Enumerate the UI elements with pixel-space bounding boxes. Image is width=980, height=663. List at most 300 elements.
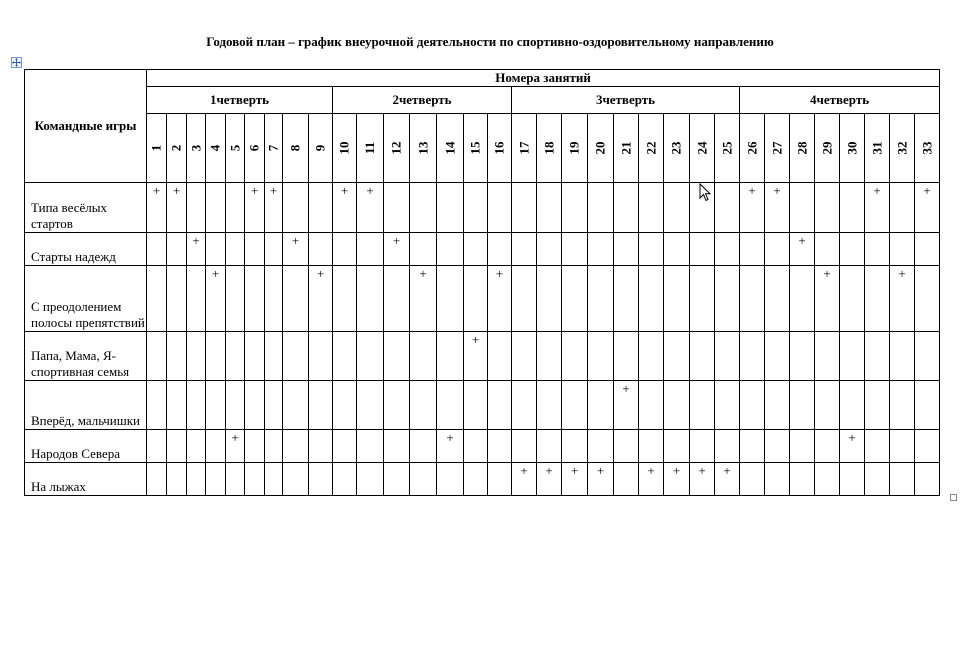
schedule-cell[interactable] — [167, 233, 187, 266]
schedule-cell[interactable] — [614, 430, 639, 463]
schedule-cell[interactable] — [283, 430, 309, 463]
plus-mark[interactable]: + — [690, 463, 715, 496]
plus-mark[interactable]: + — [639, 463, 664, 496]
plus-mark[interactable]: + — [167, 183, 187, 233]
schedule-cell[interactable] — [384, 381, 410, 430]
schedule-cell[interactable] — [357, 266, 384, 332]
plus-mark[interactable]: + — [488, 266, 512, 332]
schedule-cell[interactable] — [245, 463, 265, 496]
schedule-cell[interactable] — [915, 266, 940, 332]
lesson-number-label: 20 — [592, 141, 608, 155]
schedule-cell[interactable] — [790, 183, 815, 233]
game-row — [25, 183, 940, 233]
games-column-header: Командные игры — [25, 70, 147, 183]
quarter-header-1: 1четверть — [147, 87, 333, 114]
lesson-number-8 — [283, 114, 309, 183]
schedule-cell[interactable] — [488, 332, 512, 381]
schedule-cell[interactable] — [614, 332, 639, 381]
schedule-cell[interactable] — [265, 266, 283, 332]
plus-mark[interactable]: + — [384, 233, 410, 266]
schedule-cell[interactable] — [915, 381, 940, 430]
lesson-number-19 — [562, 114, 588, 183]
schedule-cell[interactable] — [283, 332, 309, 381]
schedule-cell[interactable] — [309, 233, 333, 266]
schedule-cell[interactable] — [410, 463, 437, 496]
lesson-number-label: 27 — [769, 141, 784, 155]
schedule-cell[interactable] — [147, 266, 167, 332]
lesson-number-label: 15 — [467, 141, 483, 155]
plus-mark[interactable]: + — [265, 183, 283, 233]
schedule-cell[interactable] — [588, 183, 614, 233]
schedule-cell[interactable] — [690, 266, 715, 332]
schedule-cell[interactable] — [890, 430, 915, 463]
lesson-number-22 — [639, 114, 664, 183]
schedule-cell[interactable] — [840, 381, 865, 430]
schedule-cell[interactable] — [226, 266, 245, 332]
schedule-cell[interactable] — [167, 266, 187, 332]
plus-mark[interactable]: + — [588, 463, 614, 496]
schedule-cell[interactable] — [384, 430, 410, 463]
schedule-cell[interactable] — [512, 233, 537, 266]
schedule-cell[interactable] — [283, 463, 309, 496]
schedule-cell[interactable] — [309, 430, 333, 463]
plus-mark[interactable]: + — [740, 183, 765, 233]
lesson-number-label: 19 — [566, 141, 582, 155]
schedule-cell[interactable] — [815, 183, 840, 233]
schedule-cell[interactable] — [740, 332, 765, 381]
schedule-cell[interactable] — [840, 332, 865, 381]
schedule-cell[interactable] — [410, 430, 437, 463]
lesson-number-3 — [187, 114, 206, 183]
schedule-cell[interactable] — [167, 430, 187, 463]
lesson-numbers-header: Номера занятий — [147, 70, 940, 87]
quarters-header-row — [25, 87, 940, 114]
schedule-cell[interactable] — [226, 233, 245, 266]
lesson-number-9 — [309, 114, 333, 183]
schedule-cell[interactable] — [537, 266, 562, 332]
schedule-cell[interactable] — [865, 266, 890, 332]
lesson-number-27 — [765, 114, 790, 183]
schedule-cell[interactable] — [614, 233, 639, 266]
schedule-cell[interactable] — [790, 430, 815, 463]
schedule-cell[interactable] — [167, 463, 187, 496]
lesson-number-26 — [740, 114, 765, 183]
game-row — [25, 233, 940, 266]
lesson-number-label: 2 — [168, 144, 184, 152]
schedule-cell[interactable] — [765, 233, 790, 266]
schedule-cell[interactable] — [309, 183, 333, 233]
schedule-cell[interactable] — [765, 381, 790, 430]
schedule-cell[interactable] — [167, 332, 187, 381]
schedule-cell[interactable] — [147, 381, 167, 430]
lesson-number-32 — [890, 114, 915, 183]
schedule-cell[interactable] — [206, 233, 226, 266]
schedule-cell[interactable] — [147, 233, 167, 266]
schedule-cell[interactable] — [464, 463, 488, 496]
lesson-number-label: 7 — [265, 144, 281, 152]
schedule-cell[interactable] — [464, 266, 488, 332]
schedule-cell[interactable] — [865, 430, 890, 463]
schedule-cell[interactable] — [357, 463, 384, 496]
schedule-cell[interactable] — [639, 430, 664, 463]
schedule-cell[interactable] — [840, 266, 865, 332]
schedule-cell[interactable] — [865, 233, 890, 266]
schedule-cell[interactable] — [437, 463, 464, 496]
lesson-number-label: 12 — [388, 141, 404, 155]
schedule-cell[interactable] — [206, 381, 226, 430]
plus-mark[interactable]: + — [537, 463, 562, 496]
schedule-cell[interactable] — [187, 266, 206, 332]
schedule-cell[interactable] — [690, 332, 715, 381]
game-row — [25, 332, 940, 381]
lesson-number-label: 30 — [844, 141, 859, 155]
lesson-number-label: 25 — [719, 141, 734, 155]
plus-mark[interactable]: + — [664, 463, 690, 496]
schedule-cell[interactable] — [265, 233, 283, 266]
schedule-cell[interactable] — [537, 183, 562, 233]
schedule-cell[interactable] — [265, 430, 283, 463]
plus-mark[interactable]: + — [715, 463, 740, 496]
schedule-cell[interactable] — [915, 332, 940, 381]
game-name[interactable]: Папа, Мама, Я- спортивная семья — [25, 332, 147, 381]
lesson-number-label: 11 — [361, 141, 377, 155]
schedule-cell[interactable] — [187, 183, 206, 233]
lesson-number-label: 21 — [618, 141, 633, 155]
schedule-cell[interactable] — [664, 266, 690, 332]
lesson-number-label: 31 — [869, 141, 884, 155]
schedule-cell[interactable] — [488, 381, 512, 430]
plus-mark[interactable]: + — [226, 430, 245, 463]
schedule-cell[interactable] — [283, 183, 309, 233]
game-row — [25, 381, 940, 430]
schedule-cell[interactable] — [333, 233, 357, 266]
lesson-number-label: 22 — [643, 141, 658, 155]
plus-mark[interactable]: + — [309, 266, 333, 332]
plus-mark[interactable]: + — [815, 266, 840, 332]
schedule-cell[interactable] — [333, 266, 357, 332]
schedule-cell[interactable] — [245, 332, 265, 381]
schedule-cell[interactable] — [537, 381, 562, 430]
schedule-cell[interactable] — [283, 266, 309, 332]
lesson-number-7 — [265, 114, 283, 183]
schedule-cell[interactable] — [245, 233, 265, 266]
schedule-cell[interactable] — [815, 381, 840, 430]
schedule-cell[interactable] — [206, 332, 226, 381]
plus-mark[interactable]: + — [464, 332, 488, 381]
plus-mark[interactable]: + — [333, 183, 357, 233]
schedule-cell[interactable] — [740, 463, 765, 496]
schedule-cell[interactable] — [664, 233, 690, 266]
schedule-cell[interactable] — [265, 381, 283, 430]
lesson-number-5 — [226, 114, 245, 183]
schedule-cell[interactable] — [915, 463, 940, 496]
schedule-cell[interactable] — [226, 332, 245, 381]
plus-mark[interactable]: + — [512, 463, 537, 496]
lesson-number-13 — [410, 114, 437, 183]
lesson-number-15 — [464, 114, 488, 183]
lesson-number-12 — [384, 114, 410, 183]
schedule-cell[interactable] — [512, 266, 537, 332]
schedule-cell[interactable] — [890, 332, 915, 381]
schedule-cell[interactable] — [333, 463, 357, 496]
schedule-cell[interactable] — [437, 233, 464, 266]
schedule-cell[interactable] — [226, 463, 245, 496]
schedule-cell[interactable] — [715, 332, 740, 381]
schedule-cell[interactable] — [690, 430, 715, 463]
schedule-cell[interactable] — [639, 381, 664, 430]
lesson-number-18 — [537, 114, 562, 183]
schedule-cell[interactable] — [740, 381, 765, 430]
schedule-cell[interactable] — [614, 183, 639, 233]
schedule-cell[interactable] — [488, 463, 512, 496]
schedule-cell[interactable] — [639, 266, 664, 332]
lesson-number-label: 24 — [694, 141, 709, 155]
plus-mark[interactable]: + — [915, 183, 940, 233]
schedule-cell[interactable] — [187, 463, 206, 496]
document-title: Годовой план – график внеурочной деятельности по спортивно-оздоровительному направлению — [206, 34, 774, 49]
schedule-cell[interactable] — [715, 183, 740, 233]
schedule-cell[interactable] — [488, 233, 512, 266]
schedule-cell[interactable] — [265, 463, 283, 496]
schedule-cell[interactable] — [562, 430, 588, 463]
schedule-cell[interactable] — [187, 381, 206, 430]
plus-mark[interactable]: + — [437, 430, 464, 463]
plus-mark[interactable]: + — [790, 233, 815, 266]
schedule-cell[interactable] — [865, 332, 890, 381]
lesson-number-25 — [715, 114, 740, 183]
schedule-cell[interactable] — [639, 233, 664, 266]
schedule-cell[interactable] — [562, 183, 588, 233]
game-name[interactable]: На лыжах — [25, 463, 147, 496]
schedule-cell[interactable] — [614, 266, 639, 332]
schedule-cell[interactable] — [357, 233, 384, 266]
lesson-numbers-row — [25, 114, 940, 183]
schedule-cell[interactable] — [187, 430, 206, 463]
mouse-pointer-icon — [699, 183, 712, 202]
schedule-cell[interactable] — [206, 183, 226, 233]
plus-mark[interactable]: + — [357, 183, 384, 233]
schedule-cell[interactable] — [226, 183, 245, 233]
quarter-header-3: 3четверть — [512, 87, 740, 114]
schedule-cell[interactable] — [147, 430, 167, 463]
schedule-cell[interactable] — [437, 183, 464, 233]
schedule-cell[interactable] — [384, 183, 410, 233]
game-name[interactable]: Вперёд, мальчишки — [25, 381, 147, 430]
schedule-cell[interactable] — [915, 233, 940, 266]
lesson-number-label: 14 — [442, 141, 457, 155]
game-row — [25, 430, 940, 463]
game-name[interactable]: С преодолением полосы препятствий — [25, 266, 147, 332]
schedule-cell[interactable] — [283, 381, 309, 430]
schedule-cell[interactable] — [690, 381, 715, 430]
plus-mark[interactable]: + — [840, 430, 865, 463]
schedule-cell[interactable] — [588, 381, 614, 430]
schedule-cell[interactable] — [537, 332, 562, 381]
schedule-cell[interactable] — [562, 381, 588, 430]
schedule-cell[interactable] — [410, 233, 437, 266]
schedule-cell[interactable] — [357, 381, 384, 430]
schedule-cell[interactable] — [562, 233, 588, 266]
schedule-cell[interactable] — [840, 233, 865, 266]
schedule-cell[interactable] — [865, 463, 890, 496]
schedule-cell[interactable] — [765, 430, 790, 463]
schedule-cell[interactable] — [588, 233, 614, 266]
schedule-cell[interactable] — [437, 266, 464, 332]
schedule-cell[interactable] — [147, 463, 167, 496]
schedule-cell[interactable] — [512, 381, 537, 430]
plus-mark[interactable]: + — [147, 183, 167, 233]
lesson-number-2 — [167, 114, 187, 183]
quarter-header-4: 4четверть — [740, 87, 940, 114]
schedule-cell[interactable] — [715, 381, 740, 430]
schedule-cell[interactable] — [588, 266, 614, 332]
schedule-cell[interactable] — [245, 381, 265, 430]
lesson-number-20 — [588, 114, 614, 183]
lesson-number-17 — [512, 114, 537, 183]
schedule-cell[interactable] — [167, 381, 187, 430]
schedule-cell[interactable] — [537, 430, 562, 463]
schedule-cell[interactable] — [309, 332, 333, 381]
schedule-cell[interactable] — [464, 430, 488, 463]
schedule-cell[interactable] — [614, 463, 639, 496]
schedule-cell[interactable] — [384, 266, 410, 332]
schedule-cell[interactable] — [690, 233, 715, 266]
schedule-cell[interactable] — [537, 233, 562, 266]
schedule-cell[interactable] — [410, 183, 437, 233]
plus-mark[interactable]: + — [187, 233, 206, 266]
lesson-number-label: 8 — [287, 144, 303, 152]
schedule-cell[interactable] — [206, 463, 226, 496]
schedule-cell[interactable] — [333, 430, 357, 463]
schedule-cell[interactable] — [357, 430, 384, 463]
schedule-cell[interactable] — [865, 381, 890, 430]
schedule-cell[interactable] — [309, 381, 333, 430]
schedule-cell[interactable] — [464, 381, 488, 430]
schedule-cell[interactable] — [464, 233, 488, 266]
schedule-cell[interactable] — [815, 332, 840, 381]
plus-mark[interactable]: + — [283, 233, 309, 266]
schedule-cell[interactable] — [740, 430, 765, 463]
schedule-cell[interactable] — [147, 332, 167, 381]
lesson-number-1 — [147, 114, 167, 183]
schedule-cell[interactable] — [840, 463, 865, 496]
schedule-cell[interactable] — [488, 183, 512, 233]
schedule-cell[interactable] — [915, 430, 940, 463]
game-name[interactable]: Типа весёлых стартов — [25, 183, 147, 233]
schedule-cell[interactable] — [410, 332, 437, 381]
lesson-number-33 — [915, 114, 940, 183]
plus-mark[interactable]: + — [410, 266, 437, 332]
schedule-cell[interactable] — [815, 430, 840, 463]
schedule-cell[interactable] — [715, 233, 740, 266]
schedule-cell[interactable] — [815, 233, 840, 266]
schedule-cell[interactable] — [357, 332, 384, 381]
schedule-cell[interactable] — [790, 332, 815, 381]
schedule-cell[interactable] — [464, 183, 488, 233]
schedule-cell[interactable] — [715, 430, 740, 463]
lesson-number-label: 17 — [516, 141, 531, 155]
schedule-cell[interactable] — [384, 332, 410, 381]
lesson-number-label: 10 — [336, 141, 352, 155]
schedule-cell[interactable] — [512, 183, 537, 233]
schedule-cell[interactable] — [815, 463, 840, 496]
schedule-cell[interactable] — [890, 381, 915, 430]
schedule-cell[interactable] — [245, 266, 265, 332]
schedule-cell[interactable] — [206, 430, 226, 463]
schedule-cell[interactable] — [740, 266, 765, 332]
schedule-cell[interactable] — [437, 381, 464, 430]
schedule-cell[interactable] — [664, 381, 690, 430]
schedule-cell[interactable] — [664, 183, 690, 233]
schedule-cell[interactable] — [840, 183, 865, 233]
lesson-number-label: 26 — [744, 141, 759, 155]
lesson-number-label: 32 — [894, 141, 909, 155]
schedule-cell[interactable] — [333, 381, 357, 430]
plus-mark[interactable]: + — [865, 183, 890, 233]
schedule-cell[interactable] — [488, 430, 512, 463]
schedule-cell[interactable] — [562, 332, 588, 381]
lesson-number-label: 9 — [312, 144, 328, 152]
plus-mark[interactable]: + — [562, 463, 588, 496]
schedule-cell[interactable] — [790, 381, 815, 430]
schedule-cell[interactable] — [790, 266, 815, 332]
game-name[interactable]: Народов Севера — [25, 430, 147, 463]
schedule-cell[interactable] — [588, 332, 614, 381]
schedule-cell[interactable] — [740, 233, 765, 266]
schedule-cell[interactable] — [664, 430, 690, 463]
schedule-cell[interactable] — [562, 266, 588, 332]
plus-mark[interactable]: + — [890, 266, 915, 332]
plus-mark[interactable]: + — [614, 381, 639, 430]
lesson-number-label: 3 — [188, 144, 203, 152]
schedule-cell[interactable] — [187, 332, 206, 381]
schedule-cell[interactable] — [639, 183, 664, 233]
schedule-cell[interactable] — [384, 463, 410, 496]
plus-mark[interactable]: + — [245, 183, 265, 233]
schedule-cell[interactable] — [512, 430, 537, 463]
schedule-cell[interactable] — [512, 332, 537, 381]
lesson-number-label: 6 — [246, 144, 262, 152]
schedule-cell[interactable] — [890, 183, 915, 233]
schedule-cell[interactable] — [664, 332, 690, 381]
schedule-cell[interactable] — [226, 381, 245, 430]
schedule-cell[interactable] — [437, 332, 464, 381]
schedule-cell[interactable] — [890, 463, 915, 496]
lesson-number-21 — [614, 114, 639, 183]
plus-mark[interactable]: + — [206, 266, 226, 332]
schedule-cell[interactable] — [309, 463, 333, 496]
schedule-cell[interactable] — [715, 266, 740, 332]
game-name[interactable]: Старты надежд — [25, 233, 147, 266]
schedule-cell[interactable] — [245, 430, 265, 463]
lesson-number-label: 5 — [227, 144, 242, 152]
schedule-cell[interactable] — [639, 332, 664, 381]
plus-mark[interactable]: + — [765, 183, 790, 233]
schedule-cell[interactable] — [265, 332, 283, 381]
schedule-cell[interactable] — [765, 463, 790, 496]
schedule-cell[interactable] — [333, 332, 357, 381]
schedule-cell[interactable] — [765, 332, 790, 381]
header-row-top — [25, 70, 940, 87]
schedule-cell[interactable] — [588, 430, 614, 463]
schedule-cell[interactable] — [790, 463, 815, 496]
activity-plan-table — [24, 69, 940, 496]
table-move-handle-icon[interactable] — [11, 57, 22, 68]
schedule-cell[interactable] — [890, 233, 915, 266]
schedule-cell[interactable] — [410, 381, 437, 430]
schedule-cell[interactable] — [765, 266, 790, 332]
table-resize-handle-icon[interactable] — [950, 494, 957, 501]
